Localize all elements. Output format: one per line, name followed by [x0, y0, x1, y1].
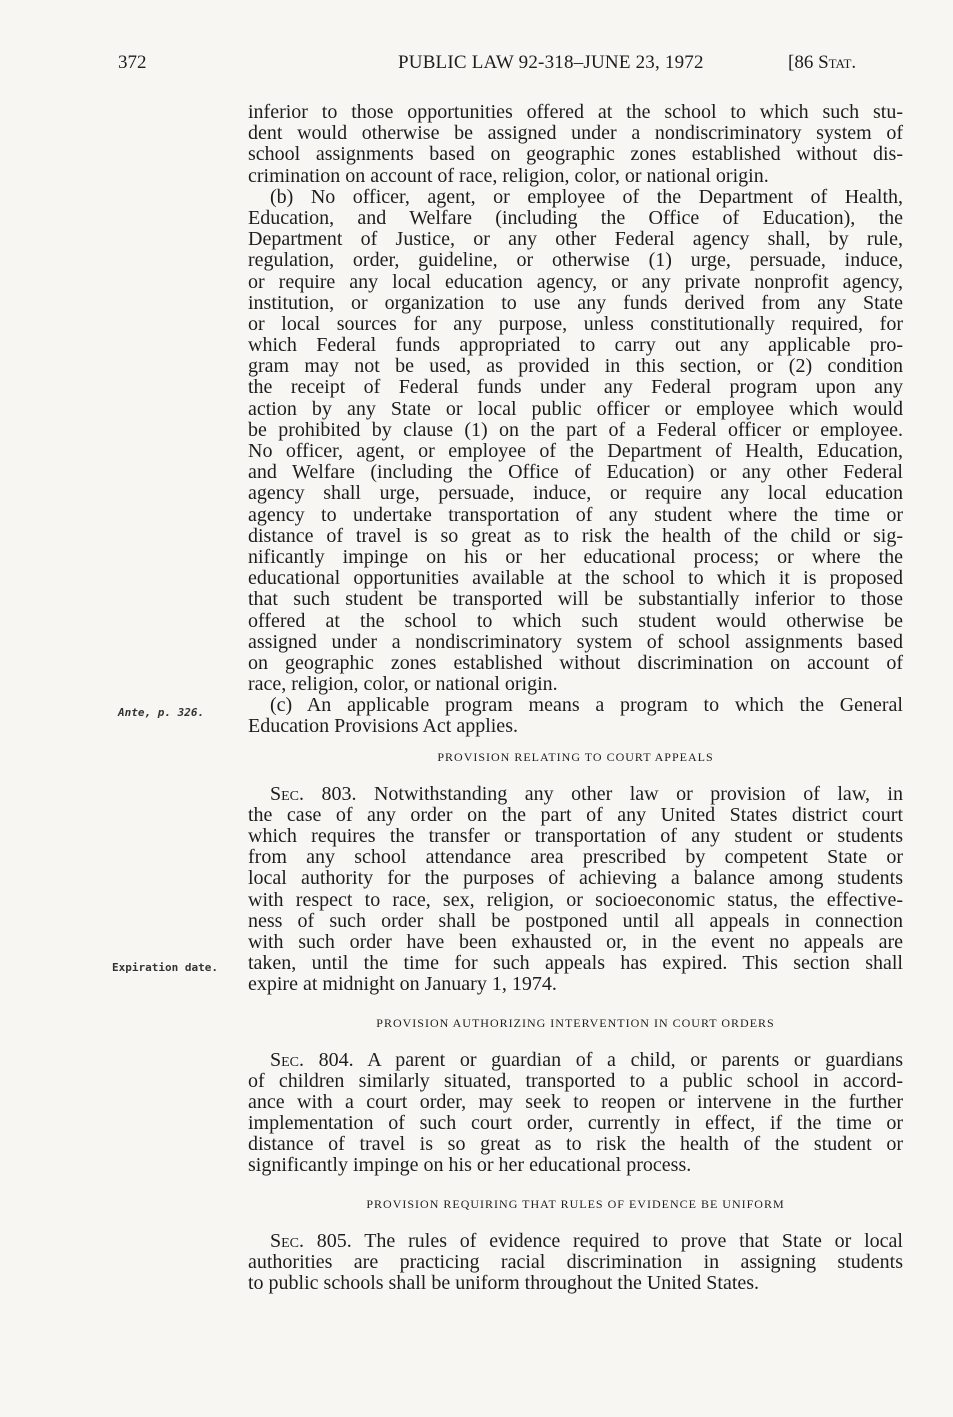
- document-body: [248, 102, 903, 1294]
- text-line: (c) An applicable program means a program to which the General: [270, 694, 903, 717]
- text-line: race, religion, color, or national origin.: [248, 673, 558, 696]
- text-line: Education, and Welfare (including the Office of Education), the: [248, 206, 903, 229]
- text-line: assigned under a nondiscriminatory system of school assignments based: [248, 630, 903, 653]
- text-line: taken, until the time for such appeals has expired. This section shall: [248, 952, 903, 975]
- text-line: with respect to race, sex, religion, or socioeconomic status, the effective-: [248, 888, 903, 911]
- text-line: action by any State or local public officer or employee which would: [248, 397, 903, 420]
- text-line: implementation of such court order, currently in effect, if the time or: [248, 1112, 903, 1135]
- text-line: authorities are practicing racial discrimination in assigning students: [248, 1250, 903, 1273]
- text-line: or local sources for any purpose, unless constitutionally required, for: [248, 312, 903, 335]
- text-line: agency to undertake transportation of any student where the time or: [248, 503, 903, 526]
- text-line: ance with a court order, may seek to reopen or intervene in the further: [248, 1090, 903, 1113]
- text-run: Notwithstanding any other law or provision of law, in: [356, 782, 903, 805]
- text-line: crimination on account of race, religion, color, or national origin.: [248, 164, 769, 187]
- text-line: local authority for the purposes of achieving a balance among students: [248, 867, 903, 890]
- section-label: Sec. 805.: [270, 1229, 352, 1252]
- text-line: from any school attendance area prescribed by competent State or: [248, 846, 903, 869]
- text-line: to public schools shall be uniform throughout the United States.: [248, 1272, 760, 1294]
- text-line: Department of Justice, or any other Federal agency shall, by rule,: [248, 228, 903, 251]
- continuation-paragraph: [248, 102, 903, 187]
- text-run: The rules of evidence required to prove that State or local: [351, 1229, 903, 1252]
- margin-note-ante: Ante, p. 326.: [118, 706, 205, 719]
- text-line: and Welfare (including the Office of Education) or any other Federal: [248, 461, 903, 484]
- text-line: regulation, order, guideline, or otherwise (1) urge, persuade, induce,: [248, 249, 903, 272]
- text-line: which requires the transfer or transportation of any student or students: [248, 825, 903, 847]
- text-run: A parent or guardian of a child, or parents or guardians: [353, 1048, 903, 1071]
- text-line: offered at the school to which such student would otherwise be: [248, 609, 903, 632]
- text-line: the case of any order on the part of any United States district court: [248, 803, 903, 826]
- text-line: [248, 1050, 903, 1071]
- text-line: distance of travel is so great as to risk the health of the student or: [248, 1133, 903, 1156]
- statute-reference: [86 Stat.: [788, 52, 857, 73]
- section-label: Sec. 803.: [270, 782, 357, 805]
- text-line: agency shall urge, persuade, induce, or require any local education: [248, 482, 903, 505]
- running-head: PUBLIC LAW 92-318–JUNE 23, 1972: [398, 52, 704, 73]
- section-805: [248, 1231, 903, 1295]
- section-heading-804: PROVISION AUTHORIZING INTERVENTION IN COURT ORDERS: [376, 1015, 775, 1030]
- text-line: with such order have been exhausted or, in the event no appeals are: [248, 930, 903, 953]
- text-line: be prohibited by clause (1) on the part of a Federal officer or employee.: [248, 418, 903, 441]
- text-line: institution, or organization to use any funds derived from any State: [248, 291, 903, 314]
- text-line: educational opportunities available at the school to which it is proposed: [248, 567, 903, 590]
- margin-note-expiration-date: Expiration date.: [112, 961, 218, 974]
- text-line: [248, 1231, 903, 1252]
- text-line: distance of travel is so great as to risk the health of the child or sig-: [248, 524, 903, 547]
- subsection-c: [248, 695, 903, 737]
- text-line: No officer, agent, or employee of the Department of Health, Education,: [248, 440, 903, 462]
- subsection-b: [248, 187, 903, 696]
- text-line: that such student be transported will be substantially inferior to those: [248, 588, 903, 611]
- text-line: or require any local education agency, or any private nonprofit agency,: [248, 270, 903, 293]
- text-line: nificantly impinge on his or her educational process; or where the: [248, 545, 903, 568]
- text-line: expire at midnight on January 1, 1974.: [248, 973, 557, 996]
- page-header: [0, 52, 953, 82]
- text-line: Education Provisions Act applies.: [248, 715, 518, 738]
- section-label: Sec. 804.: [270, 1048, 354, 1071]
- text-line: inferior to those opportunities offered at the school to which such stu-: [248, 101, 903, 123]
- text-line: (b) No officer, agent, or employee of the Department of Health,: [270, 185, 903, 208]
- section-heading-805: PROVISION REQUIRING THAT RULES OF EVIDENCE BE UNIFORM: [366, 1196, 785, 1211]
- text-line: school assignments based on geographic zones established without dis-: [248, 143, 903, 166]
- text-line: ness of such order shall be postponed until all appeals in connection: [248, 909, 903, 932]
- text-line: which Federal funds appropriated to carry out any applicable pro-: [248, 334, 903, 357]
- section-heading-803: PROVISION RELATING TO COURT APPEALS: [437, 749, 714, 764]
- page-number: 372: [118, 52, 147, 73]
- text-line: the receipt of Federal funds under any Federal program upon any: [248, 376, 903, 399]
- section-803: [248, 784, 903, 996]
- text-line: gram may not be used, as provided in this section, or (2) condition: [248, 355, 903, 378]
- section-804: [248, 1050, 903, 1177]
- text-line: [248, 784, 903, 805]
- text-line: on geographic zones established without discrimination on account of: [248, 651, 903, 674]
- text-line: significantly impinge on his or her educational process.: [248, 1154, 692, 1177]
- text-line: of children similarly situated, transported to a public school in accord-: [248, 1069, 903, 1092]
- text-line: dent would otherwise be assigned under a nondiscriminatory system of: [248, 122, 903, 145]
